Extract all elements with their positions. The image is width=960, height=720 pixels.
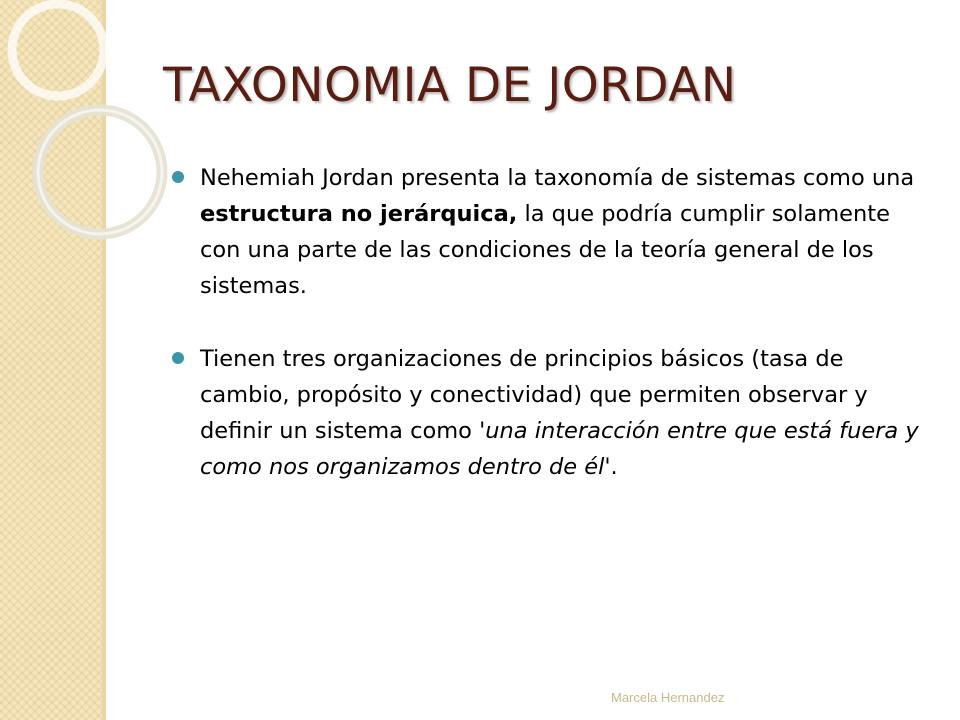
bullet-text-italic-quote: una interacción entre que está fuera y como nos organizamos dentro de él (200, 418, 919, 480)
bullet-text-end: '. (604, 454, 618, 480)
bullet-marker-icon (172, 171, 184, 183)
bullet-list (172, 160, 932, 485)
footer-author: Marcela Hernandez (611, 690, 725, 705)
slide-title: TAXONOMIA DE JORDAN (163, 58, 737, 113)
decorative-rings (0, 0, 200, 280)
bullet-item (172, 160, 932, 304)
decorative-ring-highlight (38, 110, 162, 234)
bullet-item (172, 341, 932, 485)
decorative-ring-top (12, 4, 104, 96)
bullet-text-end: la que podría cumplir solamente con una parte de las condiciones de la teoría general de los sistemas. (200, 201, 890, 299)
bullet-text-bold: estructura no jerárquica, (200, 201, 518, 227)
bullet-text-start: Tienen tres organizaciones de principios básicos (tasa de cambio, propósito y conectividad) que permiten observar y definir un sistema como ' (200, 346, 868, 444)
bullet-text-start: Nehemiah Jordan presenta la taxonomía de sistemas como una (200, 165, 915, 191)
bullet-marker-icon (172, 352, 184, 364)
